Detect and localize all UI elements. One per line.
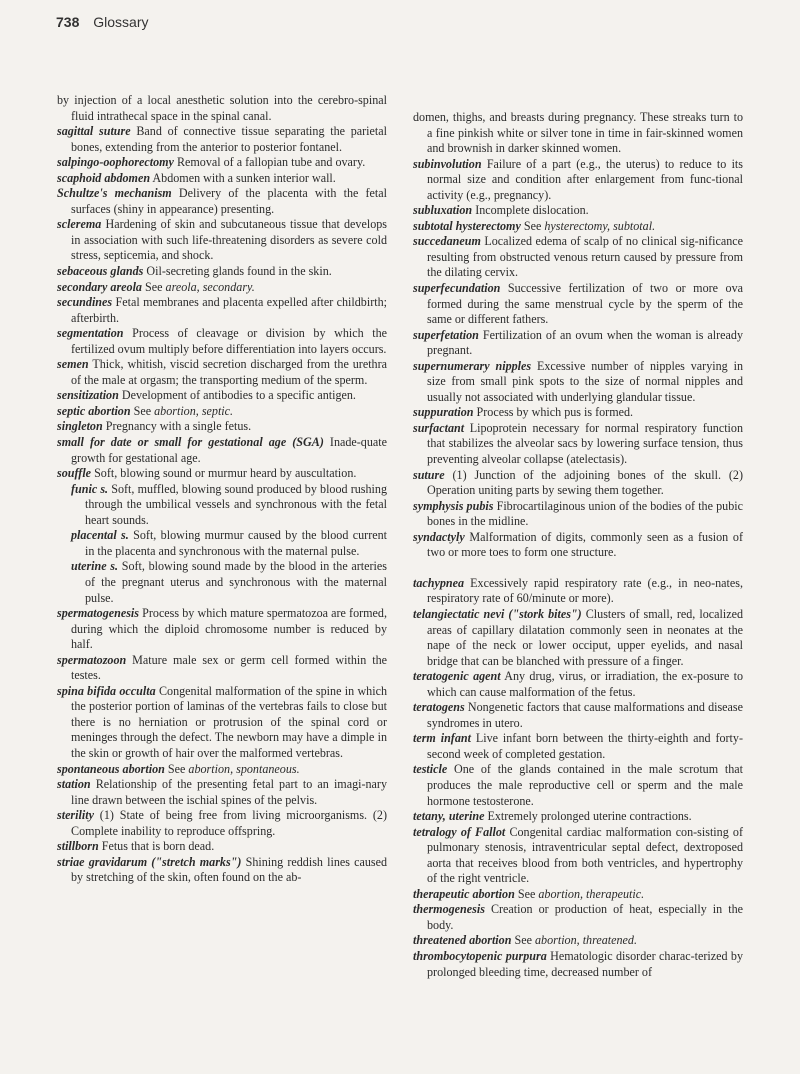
glossary-definition: Incomplete dislocation. [475,203,589,218]
glossary-definition: Development of antibodies to a specific antigen. [121,388,356,403]
glossary-entry [413,328,743,359]
glossary-entry [413,949,743,980]
glossary-term: funic s. [71,481,109,496]
glossary-entry [413,902,743,933]
glossary-entry [413,234,743,281]
glossary-definition: Failure of a part (e.g., the uterus) to reduce to its normal size and condition after enlargement from func-tional activity (e.g., pregnancy). [427,156,743,202]
glossary-definition: Delivery of the placenta with the fetal surfaces (shiny in appearance) presenting. [71,186,388,216]
glossary-definition: (1) State of being free from living microorganisms. (2) Complete inability to reproduce offspring. [71,808,388,838]
glossary-entry [413,825,743,887]
glossary-definition: Successive fertilization of two or more ova formed during the same menstrual cycle by the sperm of the same or different fathers. [427,281,743,327]
cross-reference: areola, secondary. [165,279,255,294]
glossary-entry [413,731,743,762]
glossary-entry [413,468,743,499]
glossary-term: spontaneous abortion [57,761,165,776]
cross-reference: abortion, spontaneous. [188,761,300,776]
glossary-term: testicle [413,762,448,777]
glossary-term: spermatogenesis [57,606,139,621]
glossary-term: subtotal hysterectomy [413,218,521,233]
glossary-left-column [57,93,387,886]
glossary-term: teratogens [413,700,465,715]
glossary-definition: Extremely prolonged uterine contractions. [487,809,692,824]
glossary-entry [57,217,387,264]
page-number: 738 [56,14,80,30]
glossary-entry [413,157,743,204]
glossary-definition: Fetal membranes and placenta expelled after childbirth; afterbirth. [71,295,387,325]
glossary-term: term infant [413,731,471,746]
glossary-definition: Fetus that is born dead. [101,839,215,854]
glossary-entry [413,700,743,731]
glossary-term: spermatozoon [57,652,127,667]
glossary-definition: See [133,403,152,418]
glossary-term: teratogenic agent [413,669,501,684]
cross-reference: abortion, threatened. [534,933,637,948]
cross-reference: abortion, septic. [154,403,234,418]
glossary-definition: Congenital cardiac malformation con-sisting of pulmonary stenosis, intraventricular septal defect, dextroposed aorta that receives blood from both ventricles, and hypertrophy of the right ventricle. [427,824,743,886]
section-title: Glossary [93,14,149,30]
glossary-entry [57,855,387,886]
glossary-term: superfecundation [413,281,501,296]
glossary-term: sclerema [57,217,102,232]
glossary-entry [57,171,387,187]
glossary-entry-continued [413,110,743,157]
glossary-entry [57,295,387,326]
glossary-term: singleton [57,419,103,434]
glossary-term: uterine s. [71,559,119,574]
glossary-entry [57,808,387,839]
glossary-definition: Lipoprotein necessary for normal respiratory function that stabilizes the alveolar sacs by lowering surface tension, thus preventing alveolar collapse (atelectasis). [427,420,744,467]
glossary-term: surfactant [413,420,465,435]
glossary-definition: Abdomen with a sunken interior wall. [152,170,336,185]
glossary-term: semen [57,357,89,372]
glossary-definition: Fibrocartilaginous union of the bodies of the pubic bones in the midline. [427,498,743,529]
glossary-entry [413,576,743,607]
glossary-term: thermogenesis [413,902,485,917]
glossary-term: sagittal suture [57,124,131,139]
glossary-term: succedaneum [413,234,481,249]
glossary-term: salpingo-oophorectomy [57,155,174,170]
glossary-entry [413,530,743,561]
glossary-entry [413,887,743,903]
glossary-entry [57,419,387,435]
glossary-term: small for date or small for gestational age (SGA) [57,435,324,450]
glossary-definition: See [514,933,532,948]
glossary-definition: Hematologic disorder charac-terized by prolonged bleeding time, decreased number of [427,948,743,979]
glossary-definition: by injection of a local anesthetic solution into the cerebro-spinal fluid intrathecal space in the spinal canal. [57,93,387,123]
glossary-entry [57,762,387,778]
glossary-entry [57,606,387,653]
glossary-definition: Process by which mature spermatozoa are formed, during which the diploid chromosome number is reduced by half. [71,606,388,652]
glossary-definition: Shining reddish lines caused by stretching of the skin, often found on the ab- [71,854,387,885]
glossary-term: sensitization [57,388,119,403]
cross-reference: abortion, therapeutic. [538,886,645,901]
glossary-entry [57,155,387,171]
glossary-entry [413,933,743,949]
running-head [56,14,148,30]
glossary-term: souffle [57,466,92,481]
glossary-entry [57,435,387,466]
glossary-term: secondary areola [57,279,142,294]
cross-reference: hysterectomy, subtotal. [544,218,656,233]
glossary-term: sebaceous glands [57,264,144,279]
glossary-definition: Localized edema of scalp of no clinical sig-nificance resulting from obstructed venous return caused by pressure from the dilating cervix. [427,234,744,280]
glossary-definition: Congenital malformation of the spine in which the posterior portion of laminas of the vertebras fails to close but there is no herniation or protrusion of the spinal cord or meninges through the defect. The newborn may have a dimple in the skin or growth of hair over the malformed vertebras. [71,683,387,760]
glossary-definition: Clusters of small, red, localized areas of capillary dilatation commonly seen in neonates at the nape of the neck or lower occiput, upper eyelids, and nasal bridge that can be blanched with pressure of a finger. [427,606,743,668]
glossary-definition: Hardening of skin and subcutaneous tissue that develops in association with such life-threatening disorders as severe cold stress, septicemia, and shock. [71,217,387,263]
glossary-entry [57,839,387,855]
glossary-definition: Soft, blowing sound or murmur heard by auscultation. [94,466,357,481]
glossary-term: station [57,777,91,792]
glossary-definition: Soft, muffled, blowing sound produced by blood rushing through the umbilical vessels and synchronous with the fetal heart sounds. [85,481,388,527]
glossary-term: tachypnea [413,575,465,590]
glossary-term: thrombocytopenic purpura [413,948,547,963]
glossary-term: symphysis pubis [413,498,494,513]
glossary-term: subinvolution [413,156,482,171]
glossary-definition: Process of cleavage or division by which the fertilized ovum multiply before differentiation into layers occurs. [71,326,388,356]
glossary-definition: Thick, whitish, viscid secretion discharged from the urethra of the male at orgasm; the transporting medium of the sperm. [71,357,387,387]
glossary-entry [413,359,743,406]
glossary-entry [57,326,387,357]
glossary-term: stillborn [57,839,99,854]
glossary-term: suppuration [413,405,474,420]
glossary-entry [57,280,387,296]
glossary-term: threatened abortion [413,933,512,948]
glossary-definition: domen, thighs, and breasts during pregnancy. These streaks turn to a fine pinkish white or silver tone in time in fair-skinned women and brownish in darker skinned women. [413,110,743,156]
glossary-definition: Malformation of digits, commonly seen as a fusion of two or more toes to form one structure. [427,529,743,560]
glossary-entry [57,653,387,684]
glossary-entry [57,124,387,155]
glossary-term: scaphoid abdomen [57,170,151,185]
glossary-definition: Any drug, virus, or irradiation, the ex-posure to which can cause malformation of the fetus. [427,669,744,699]
glossary-term: supernumerary nipples [413,358,532,373]
glossary-term: segmentation [57,326,124,341]
glossary-definition: Oil-secreting glands found in the skin. [146,264,332,279]
glossary-term: therapeutic abortion [413,886,515,901]
glossary-definition: See [145,279,163,294]
glossary-definition: Pregnancy with a single fetus. [105,419,252,434]
glossary-entry [57,559,387,606]
glossary-entry [57,264,387,280]
glossary-entry [57,404,387,420]
glossary-entry [57,186,387,217]
glossary-definition: Relationship of the presenting fetal part to an imagi-nary line drawn between the ischial spines of the pelvis. [71,777,388,807]
glossary-term: telangiectatic nevi ("stork bites") [413,606,582,621]
glossary-term: placental s. [71,528,129,543]
glossary-definition: Excessive number of nipples varying in size from small pink spots to the size of normal nipples and usually not associated with underlying glandular tissue. [427,358,743,404]
glossary-entry [57,684,387,762]
glossary-entry [57,528,387,559]
glossary-definition: Nongenetic factors that cause malformations and disease syndromes in utero. [427,700,743,730]
glossary-entry [413,219,743,235]
glossary-definition: Soft, blowing murmur caused by the blood current in the placenta and synchronous with the maternal pulse. [85,528,388,558]
glossary-term: secundines [57,295,113,310]
glossary-term: striae gravidarum ("stretch marks") [57,854,242,869]
glossary-entry [413,669,743,700]
glossary-definition: See [167,761,186,776]
glossary-definition: Creation or production of heat, especially in the body. [427,902,743,932]
glossary-entry [57,388,387,404]
glossary-term: superfetation [413,327,479,342]
glossary-definition: (1) Junction of the adjoining bones of the skull. (2) Operation uniting parts by sewing them together. [427,467,743,498]
glossary-definition: See [523,218,542,233]
glossary-term: septic abortion [57,403,131,418]
glossary-entry [57,777,387,808]
glossary-entry [413,499,743,530]
glossary-definition: Fertilization of an ovum when the woman is already pregnant. [427,327,743,358]
glossary-entry [57,466,387,482]
glossary-definition: Mature male sex or germ cell formed within the testes. [71,652,387,683]
glossary-entry [413,762,743,809]
glossary-entry [413,421,743,468]
glossary-definition: Soft, blowing sound made by the blood in the arteries of the pregnant uterus and synchronous with the maternal pulse. [85,559,387,605]
glossary-entry [57,357,387,388]
glossary-term: spina bifida occulta [57,683,156,698]
glossary-term: subluxation [413,203,473,218]
glossary-entry [413,607,743,669]
glossary-entry-continued [57,93,387,124]
glossary-definition: Process by which pus is formed. [476,405,634,420]
glossary-term: Schultze's mechanism [57,186,172,201]
glossary-term: tetralogy of Fallot [413,824,506,839]
glossary-definition: Inade-quate growth for gestational age. [71,435,387,465]
glossary-term: tetany, uterine [413,809,485,824]
glossary-entry [57,482,387,529]
glossary-right-column [413,110,743,980]
glossary-entry [413,809,743,825]
glossary-definition: One of the glands contained in the male scrotum that produces the male reproductive cell or sperm and the male hormone testosterone. [427,762,744,808]
glossary-entry [413,405,743,421]
glossary-entry [413,203,743,219]
glossary-definition: Live infant born between the thirty-eighth and forty-second week of completed gestation. [427,731,743,761]
glossary-definition: Excessively rapid respiratory rate (e.g., in neo-nates, respiratory rate of 60/minute or more). [427,575,743,606]
glossary-term: suture [413,467,445,482]
glossary-definition: See [517,886,536,901]
glossary-definition: Removal of a fallopian tube and ovary. [176,155,366,170]
glossary-definition: Band of connective tissue separating the parietal bones, extending from the anterior to posterior fontanel. [71,124,388,154]
glossary-term: sterility [57,808,94,823]
glossary-entry [413,281,743,328]
glossary-term: syndactyly [413,529,465,544]
